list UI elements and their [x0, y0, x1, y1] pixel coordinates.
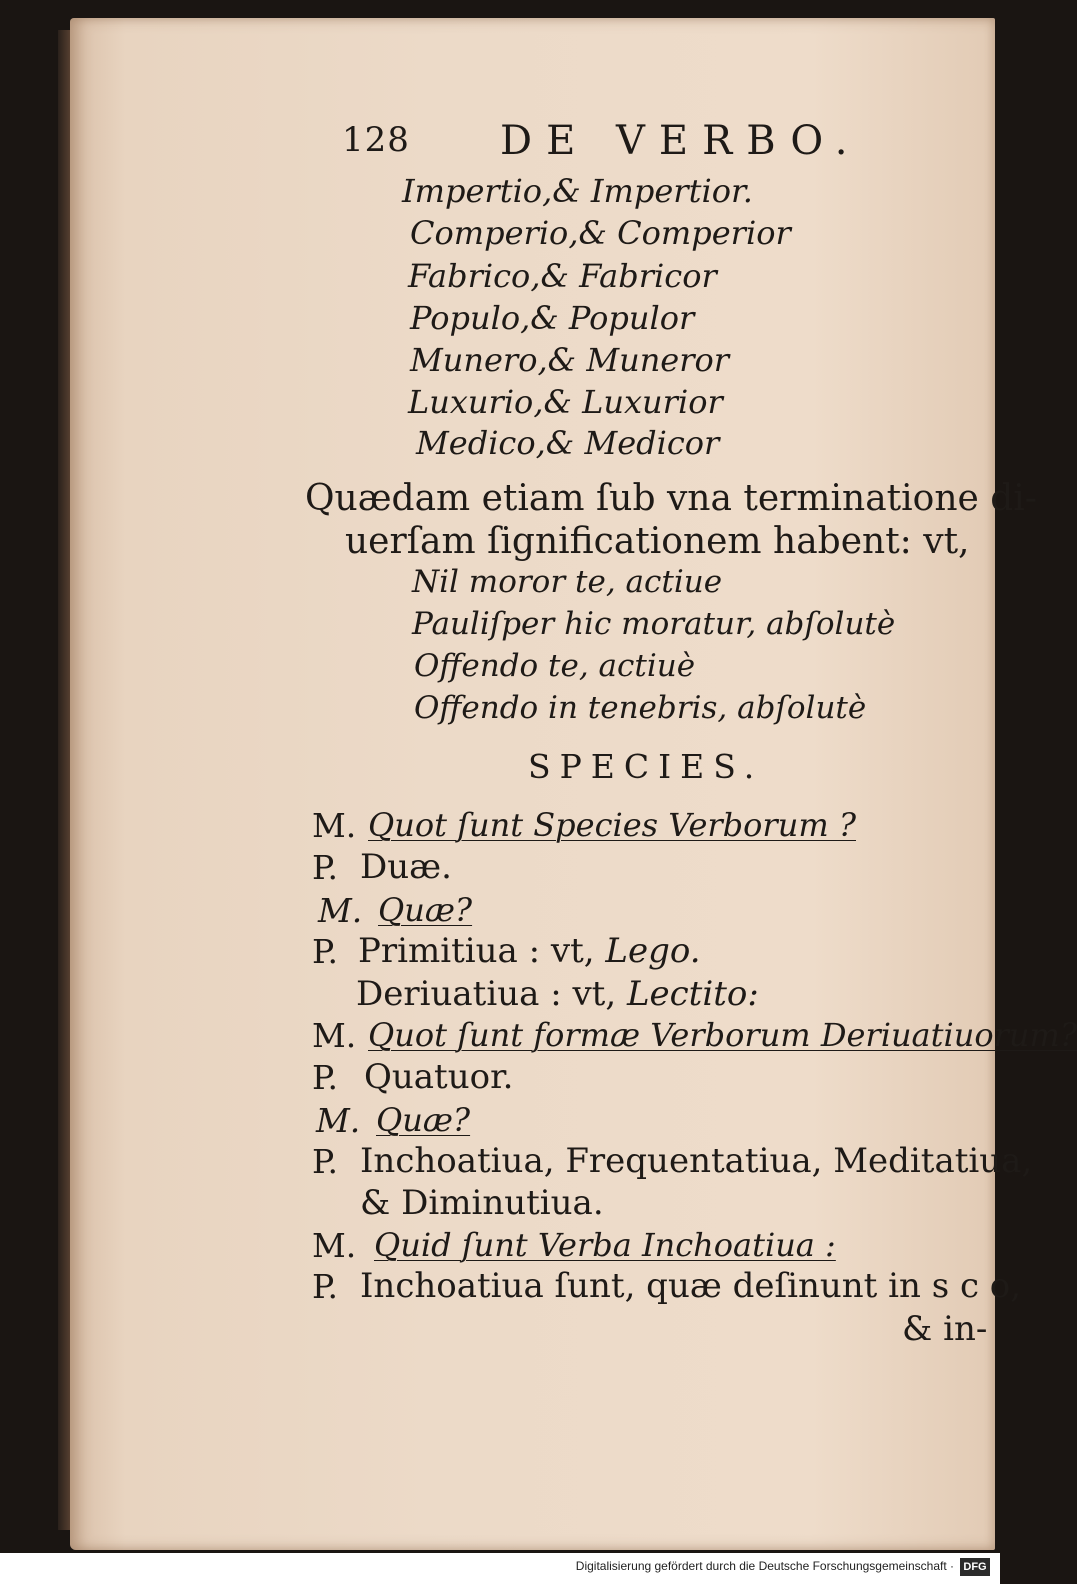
dialogue-question: Quot ſunt formæ Verborum Deriuatiuorum? — [368, 1016, 1077, 1054]
verb-list-item: Fabrico,& Fabricor — [408, 257, 717, 295]
dfg-logo-icon: DFG — [960, 1558, 990, 1576]
verb-list-item: Comperio,& Comperior — [410, 214, 791, 252]
running-head: DE VERBO. — [500, 118, 862, 164]
speaker-label: P. — [312, 932, 339, 971]
dialogue-question: Quid ſunt Verba Inchoatiua : — [374, 1226, 836, 1264]
verb-list-item: Populo,& Populor — [410, 299, 695, 337]
page-number: 128 — [342, 120, 410, 160]
speaker-label: M. — [312, 806, 357, 845]
verb-list-item: Luxurio,& Luxurior — [408, 383, 723, 421]
speaker-label: M. — [318, 891, 363, 930]
dialogue-answer: Inchoatiua, Frequentatiua, Meditatiua, — [360, 1141, 1033, 1181]
dialogue-answer: Quatuor. — [364, 1057, 514, 1097]
speaker-label: M. — [312, 1226, 357, 1265]
dialogue-question: Quot ſunt Species Verborum ? — [368, 806, 856, 844]
verb-list-item: Munero,& Muneror — [410, 341, 730, 379]
dialogue-answer: Inchoatiua ſunt, quæ deſinunt in s c o, — [360, 1266, 1022, 1306]
catchword: & in- — [902, 1309, 988, 1349]
footer-credit: Digitalisierung gefördert durch die Deutsche Forschungsgemeinschaft · — [575, 1559, 954, 1573]
dialogue-answer: & Diminutiua. — [360, 1183, 604, 1223]
speaker-label: P. — [312, 1058, 339, 1097]
dialogue-question: Quæ? — [376, 1101, 471, 1139]
paragraph-line: uerſam ſignificationem habent: vt, — [345, 521, 970, 562]
verb-list-item: Medico,& Medicor — [416, 424, 720, 462]
dialogue-answer: Deriuatiua : vt, Lectito: — [356, 974, 759, 1014]
speaker-label: P. — [312, 848, 339, 887]
paragraph-line: Quædam etiam ſub vna terminatione di- — [305, 478, 1037, 519]
section-heading: SPECIES. — [528, 747, 764, 786]
speaker-label: P. — [312, 1142, 339, 1181]
digitization-footer — [0, 1553, 1000, 1584]
dialogue-answer: Duæ. — [360, 847, 452, 887]
example-line: Nil moror te, actiue — [412, 564, 723, 600]
dialogue-question: Quæ? — [378, 891, 473, 929]
speaker-label: M. — [312, 1016, 357, 1055]
dialogue-answer: Primitiua : vt, Lego. — [358, 931, 701, 971]
example-line: Offendo in tenebris, abſolutè — [414, 690, 867, 726]
speaker-label: P. — [312, 1267, 339, 1306]
speaker-label: M. — [316, 1101, 361, 1140]
example-line: Pauliſper hic moratur, abſolutè — [412, 606, 896, 642]
example-line: Offendo te, actiuè — [414, 648, 696, 684]
verb-list-item: Impertio,& Impertior. — [402, 172, 753, 210]
